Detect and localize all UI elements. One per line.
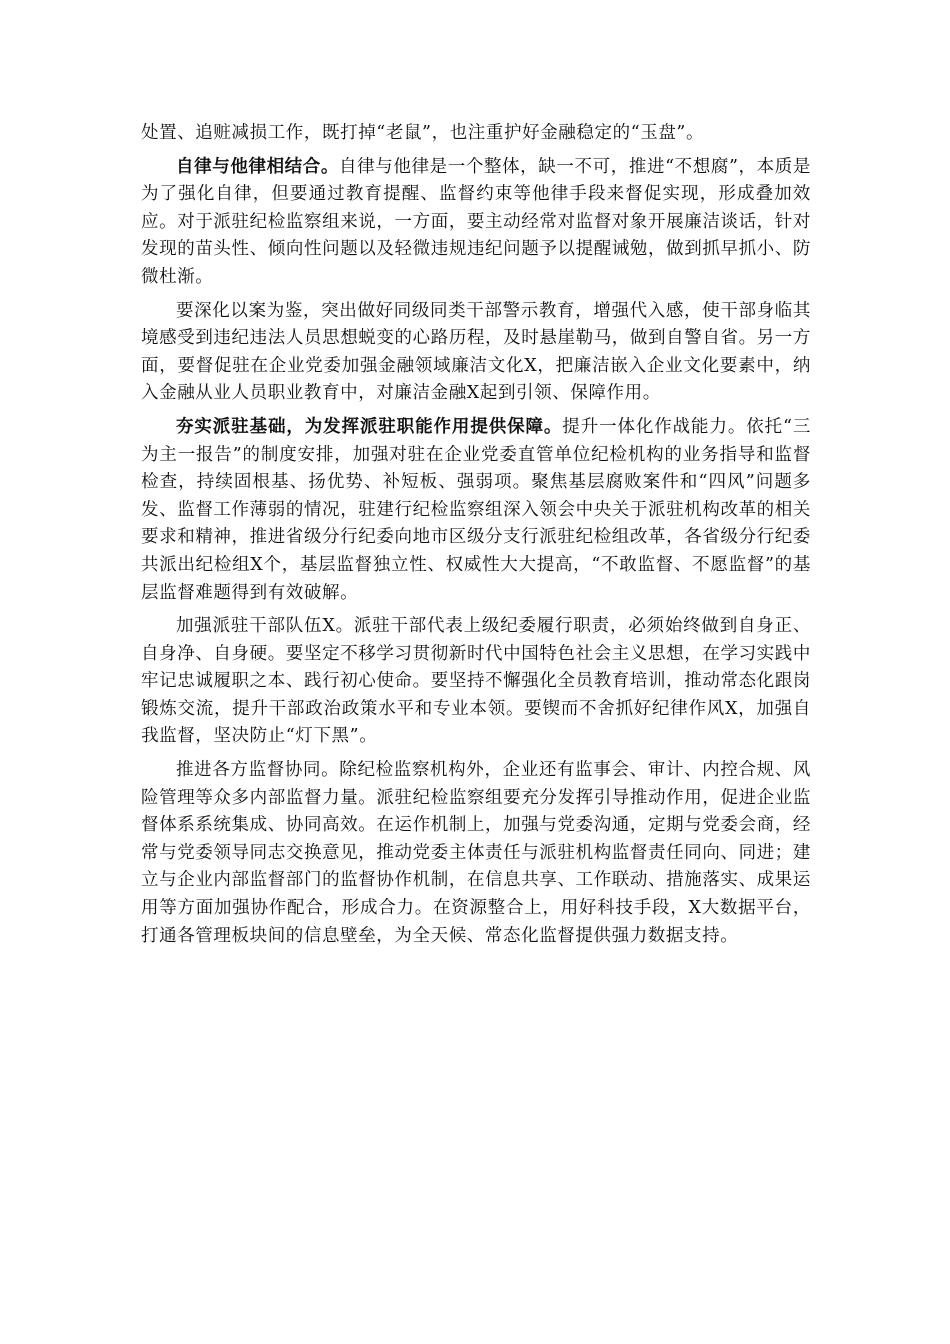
- paragraph-4: [141, 414, 811, 607]
- paragraph-2-text: 自律与他律是一个整体，缺一不可，推进“不想腐”，本质是为了强化自律，但要通过教育提醒、监督约束等他律手段来督促实现，形成叠加效应。对于派驻纪检监察组来说，一方面，要主动经常对监督对象开展廉洁谈话，针对发现的苗头性、倾向性问题以及轻微违规违纪问题予以提醒诫勉，做到抓早抓小、防微杜渐。: [141, 156, 811, 287]
- paragraph-2: [141, 154, 811, 292]
- paragraph-1: [141, 120, 811, 148]
- paragraph-4-text: 提升一体化作战能力。依托“三为主一报告”的制度安排，加强对驻在企业党委直管单位纪检机构的业务指导和监督检查，持续固根基、扬优势、补短板、强弱项。聚焦基层腐败案件和“四风”问题多发、监督工作薄弱的情况，驻建行纪检监察组深入领会中央关于派驻机构改革的相关要求和精神，推进省级分行纪委向地市区级分支行派驻纪检组改革，各省级分行纪委共派出纪检组X个，基层监督独立性、权威性大大提高，“不敢监督、不愿监督”的基层监督难题得到有效破解。: [141, 416, 811, 603]
- paragraph-5: [141, 613, 811, 751]
- paragraph-3-text: 要深化以案为鉴，突出做好同级同类干部警示教育，增强代入感，使干部身临其境感受到违纪违法人员思想蜕变的心路历程，及时悬崖勒马，做到自警自省。另一方面，要督促驻在企业党委加强金融领域廉洁文化X，把廉洁嵌入企业文化要素中，纳入金融从业人员职业教育中，对廉洁金融X起到引领、保障作用。: [141, 300, 811, 404]
- paragraph-6: [141, 757, 811, 950]
- paragraph-5-text: 加强派驻干部队伍X。派驻干部代表上级纪委履行职责，必须始终做到自身正、自身净、自身硬。要坚定不移学习贯彻新时代中国特色社会主义思想，在学习实践中牢记忠诚履职之本、践行初心使命。要坚持不懈强化全员教育培训，推动常态化跟岗锻炼交流，提升干部政治政策水平和专业本领。要锲而不舍抓好纪律作风X，加强自我监督，坚决防止“灯下黑”。: [141, 616, 811, 747]
- paragraph-6-text: 推进各方监督协同。除纪检监察机构外，企业还有监事会、审计、内控合规、风险管理等众多内部监督力量。派驻纪检监察组要充分发挥引导推动作用，促进企业监督体系系统集成、协同高效。在运作机制上，加强与党委沟通，定期与党委会商，经常与党委领导同志交换意见，推动党委主体责任与派驻机构监督责任同向、同进；建立与企业内部监督部门的监督协作机制，在信息共享、工作联动、措施落实、成果运用等方面加强协作配合，形成合力。在资源整合上，用好科技手段，X大数据平台，打通各管理板块间的信息壁垒，为全天候、常态化监督提供强力数据支持。: [141, 760, 811, 946]
- paragraph-4-heading: 夯实派驻基础，为发挥派驻职能作用提供保障。: [176, 416, 563, 437]
- paragraph-3: [141, 298, 811, 408]
- paragraph-2-heading: 自律与他律相结合。: [176, 156, 340, 177]
- paragraph-1-text: 处置、追赃减损工作，既打掉“老鼠”，也注重护好金融稳定的“玉盘”。: [141, 123, 705, 143]
- document-body: [141, 120, 811, 956]
